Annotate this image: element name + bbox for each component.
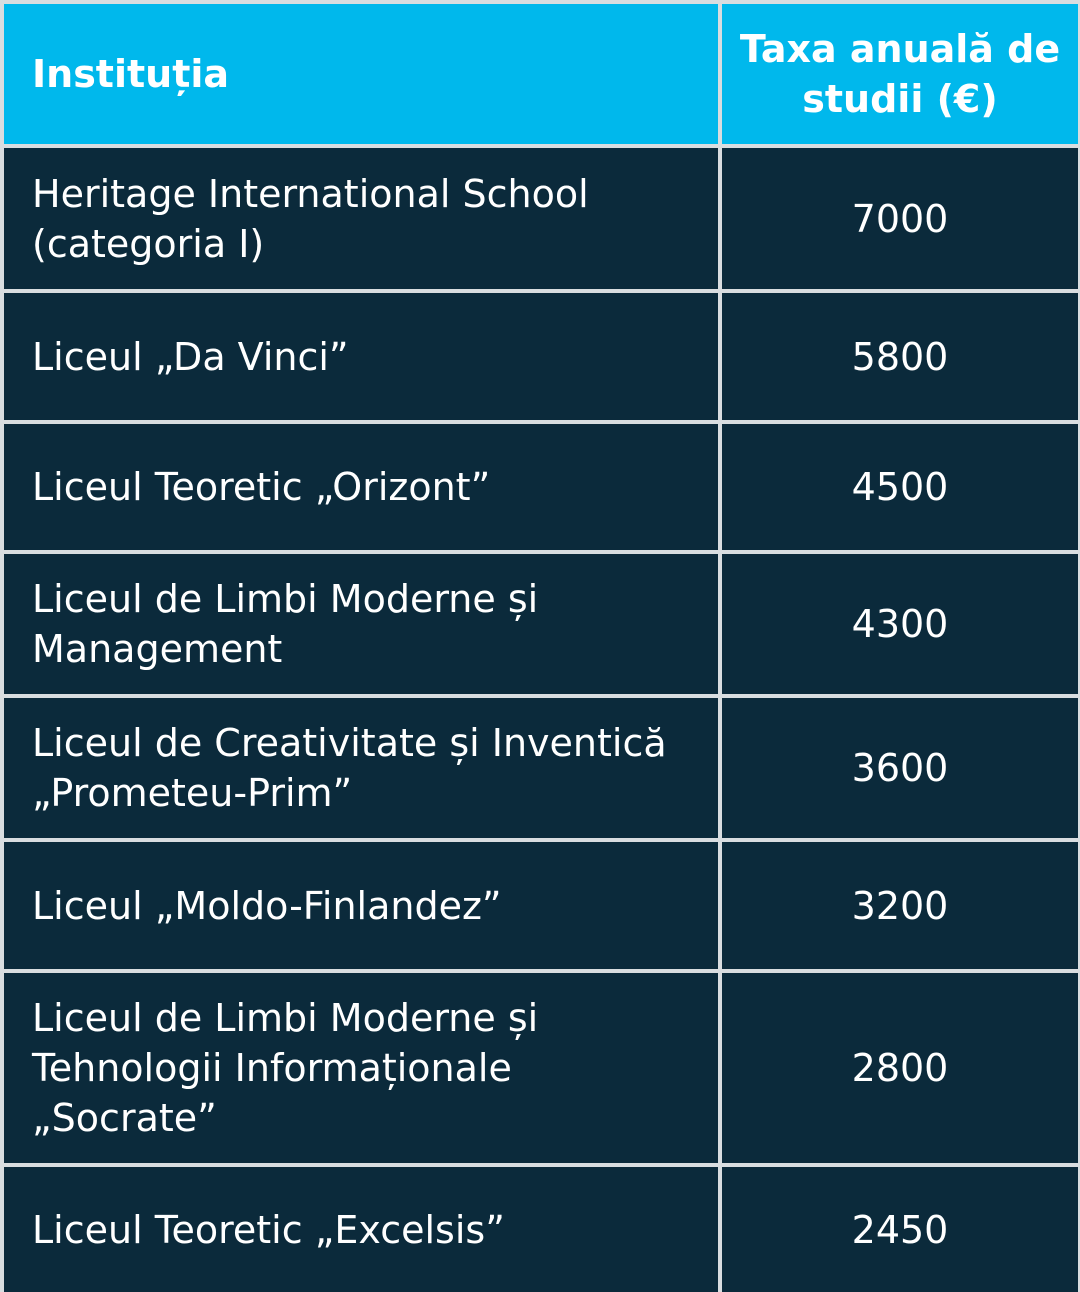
row-name: Liceul Teoretic „Orizont” — [4, 424, 718, 550]
row-fee: 2450 — [722, 1167, 1078, 1292]
row-fee: 3200 — [722, 842, 1078, 969]
row-name: Heritage International School (categoria I) — [4, 148, 718, 289]
row-fee: 5800 — [722, 293, 1078, 420]
row-name: Liceul de Limbi Moderne și Tehnologii Informaționale „Socrate” — [4, 973, 718, 1163]
row-fee: 4500 — [722, 424, 1078, 550]
fees-table — [4, 4, 1078, 1289]
row-name: Liceul „Da Vinci” — [4, 293, 718, 420]
row-fee: 7000 — [722, 148, 1078, 289]
row-name: Liceul „Moldo-Finlandez” — [4, 842, 718, 969]
header-annual-fee: Taxa anuală de studii (€) — [722, 4, 1078, 144]
row-name: Liceul Teoretic „Excelsis” — [4, 1167, 718, 1292]
row-fee: 2800 — [722, 973, 1078, 1163]
row-name: Liceul de Limbi Moderne și Management — [4, 554, 718, 694]
row-fee: 4300 — [722, 554, 1078, 694]
header-institution: Instituția — [4, 4, 718, 144]
row-fee: 3600 — [722, 698, 1078, 838]
row-name: Liceul de Creativitate și Inventică „Prometeu-Prim” — [4, 698, 718, 838]
